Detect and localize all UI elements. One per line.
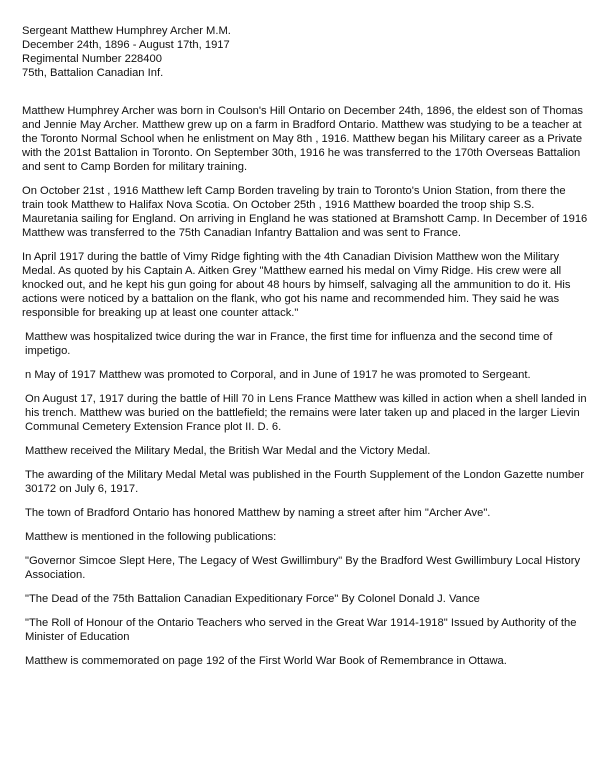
paragraph-deployment: On October 21st , 1916 Matthew left Camp Borden traveling by train to Toronto's Union Station, from there the train took Matthew to Halifax Nova Scotia. On October 25th , 1916 Matthew boarded the troop ship S.S. Mauretania sailing for England. On arriving in England he was stationed at Bramshott Camp. In December of 1916 Matthew was transferred to the 75th Canadian Infantry Battalion and was sent to France. bbox=[22, 185, 588, 239]
battalion: 75th, Battalion Canadian Inf. bbox=[22, 67, 164, 79]
regimental-number: Regimental Number 228400 bbox=[22, 53, 162, 65]
paragraph-vimy-ridge: In April 1917 during the battle of Vimy Ridge fighting with the 4th Canadian Division Matthew won the Military Medal. As quoted by his Captain A. Aitken Grey "Matthew earned his medal on Vimy Ridge. His crew were all knocked out, and he kept his gun going for about 48 hours by himself, salvaging all the ammunition to do it. His actions were noticed by a battalion on the flank, who got his name and recommended him. They said he was responsible for breaking up at least one counter attack." bbox=[22, 251, 571, 319]
paragraph-early-life: Matthew Humphrey Archer was born in Coulson's Hill Ontario on December 24th, 1896, the eldest son of Thomas and Jennie May Archer. Matthew grew up on a farm in Bradford Ontario. Matthew was studying to be a teacher at the Toronto Normal School when he enlistment on May 8th , 1916. Matthew began his Military career as a Private with the 201st Battalion in Toronto. On September 30th, 1916 he was transferred to the 170th Overseas Battalion and sent to Camp Borden for military training. bbox=[22, 105, 583, 173]
paragraph-promotions: n May of 1917 Matthew was promoted to Corporal, and in June of 1917 he was promoted to Sergeant. bbox=[25, 369, 531, 381]
document-header bbox=[22, 24, 588, 80]
paragraph-book-of-remembrance: Matthew is commemorated on page 192 of the First World War Book of Remembrance in Ottawa. bbox=[25, 655, 507, 667]
publication-item: "The Dead of the 75th Battalion Canadian Expeditionary Force" By Colonel Donald J. Vance bbox=[25, 593, 480, 605]
paragraph-gazette: The awarding of the Military Medal Metal was published in the Fourth Supplement of the London Gazette number 30172 on July 6, 1917. bbox=[25, 469, 585, 495]
paragraph-publications-intro: Matthew is mentioned in the following publications: bbox=[25, 531, 277, 543]
publication-item: "Governor Simcoe Slept Here, The Legacy of West Gwillimbury" By the Bradford West Gwillimbury Local History Association. bbox=[25, 555, 581, 581]
paragraph-medals: Matthew received the Military Medal, the British War Medal and the Victory Medal. bbox=[25, 445, 431, 457]
document-body bbox=[22, 104, 588, 668]
paragraph-death: On August 17, 1917 during the battle of Hill 70 in Lens France Matthew was killed in action when a shell landed in his trench. Matthew was buried on the battlefield; the remains were later taken up and placed in the larger Lievin Communal Cemetery Extension France plot II. D. 6. bbox=[25, 393, 587, 433]
paragraph-hospitalized: Matthew was hospitalized twice during the war in France, the first time for influenza and the second time of impetigo. bbox=[25, 331, 553, 357]
soldier-name: Sergeant Matthew Humphrey Archer M.M. bbox=[22, 25, 231, 37]
document-page bbox=[22, 24, 588, 678]
life-dates: December 24th, 1896 - August 17th, 1917 bbox=[22, 39, 230, 51]
paragraph-street-name: The town of Bradford Ontario has honored Matthew by naming a street after him "Archer Ave". bbox=[25, 507, 491, 519]
publication-item: "The Roll of Honour of the Ontario Teachers who served in the Great War 1914-1918" Issued by Authority of the Minister of Education bbox=[25, 617, 577, 643]
